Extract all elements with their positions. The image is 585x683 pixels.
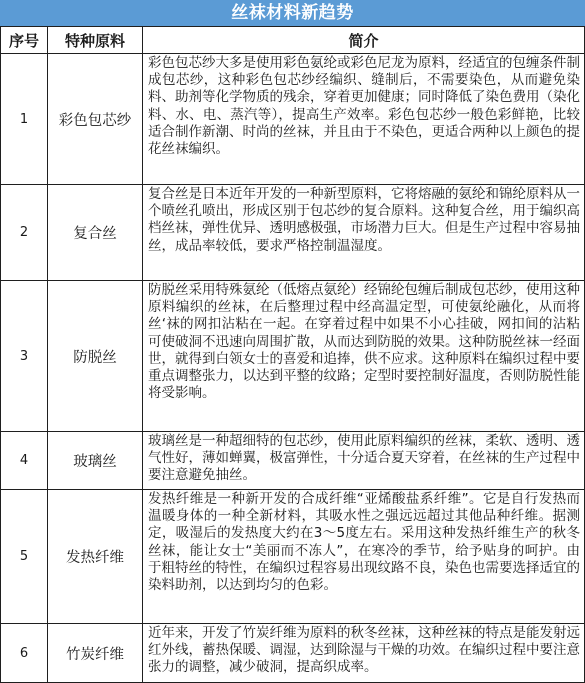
table-row <box>1 185 585 281</box>
row-name: 玻璃丝 <box>48 432 143 490</box>
row-name: 彩色包芯纱 <box>48 54 143 185</box>
materials-table <box>0 26 585 683</box>
row-name: 竹炭纤维 <box>48 624 143 683</box>
header-row <box>1 27 585 54</box>
table-row <box>1 281 585 432</box>
table-title: 丝袜材料新趋势 <box>0 0 585 26</box>
row-intro: 彩色包芯纱大多是使用彩色氨纶或彩色尼龙为原料，经适宜的包缠条件制成包芯纱，这种彩色包芯纱经编织、缝制后，不需要染色，从而避免染料、助剂等化学物质的残余，穿着更加健康；同时降低了染色费用（染化料、水、电、蒸汽等），提高生产效率。彩色包芯纱一般色彩鲜艳，比较适合制作新潮、时尚的丝袜，并且由于不染色，更适合两种以上颜色的提花丝袜编织。 <box>148 55 580 158</box>
table-row <box>1 624 585 683</box>
row-intro: 防脱丝采用特殊氨纶（低熔点氨纶）经锦纶包缠后制成包芯纱，使用这种原料编织的丝袜，在后整理过程中经高温定型，可使氨纶融化，从而将丝‘袜的网扣沾粘在一起。在穿着过程中如果不小心挂破，网扣间的沾粘可使破洞不迅速向周围扩散，从而达到防脱的效果。这种防脱丝袜一经面世，就得到白领女士的喜爱和追捧，供不应求。这种原料在编织过程中要重点调整张力，以达到平整的纹路；定型时要控制好温度，否则防脱性能将受影响。 <box>148 282 580 402</box>
row-index: 4 <box>1 432 48 490</box>
table-row <box>1 432 585 490</box>
header-name: 特种原料 <box>48 27 143 54</box>
row-intro: 近年来，开发了竹炭纤维为原料的秋冬丝袜，这种丝袜的特点是能发射远红外线，蓄热保暖、调湿，达到除湿与干燥的功效。在编织过程中要注意张力的调整，减少破洞，提高织成率。 <box>148 625 580 676</box>
table-row <box>1 54 585 185</box>
table-row <box>1 490 585 624</box>
header-index: 序号 <box>1 27 48 54</box>
row-intro: 玻璃丝是一种超细特的包芯纱，使用此原料编织的丝袜，柔软、透明、透气性好，薄如蝉翼，极富弹性，十分适合夏天穿着，在丝袜的生产过程中要注意避免抽丝。 <box>148 433 580 484</box>
row-index: 1 <box>1 54 48 185</box>
header-intro: 简介 <box>143 27 585 54</box>
row-intro: 发热纤维是一种新开发的合成纤维“亚烯酸盐系纤维”。它是自行发热而温暖身体的一种全新材料，其吸水性之强远远超过其他品种纤维。据测定，吸湿后的发热度大约在3～5度左右。采用这种发热纤维生产的秋冬丝袜，能让女士“美丽而不冻人”，在寒冷的季节，给予贴身的呵护。由于粗特丝的特性，在编织过程容易出现纹路不良，染色也需要选择适宜的染料助剂，以达到均匀的色彩。 <box>148 491 580 594</box>
row-name: 发热纤维 <box>48 490 143 624</box>
row-index: 6 <box>1 624 48 683</box>
row-index: 5 <box>1 490 48 624</box>
row-name: 复合丝 <box>48 185 143 281</box>
row-name: 防脱丝 <box>48 281 143 432</box>
row-index: 2 <box>1 185 48 281</box>
row-index: 3 <box>1 281 48 432</box>
row-intro: 复合丝是日本近年开发的一种新型原料，它将熔融的氨纶和锦纶原料从一个喷丝孔喷出，形成区别于包芯纱的复合原料。这种复合丝，用于编织高档丝袜，弹性优异、透明感极强，市场潜力巨大。但是生产过程中容易抽丝，成品率较低，要求严格控制温湿度。 <box>148 186 580 254</box>
